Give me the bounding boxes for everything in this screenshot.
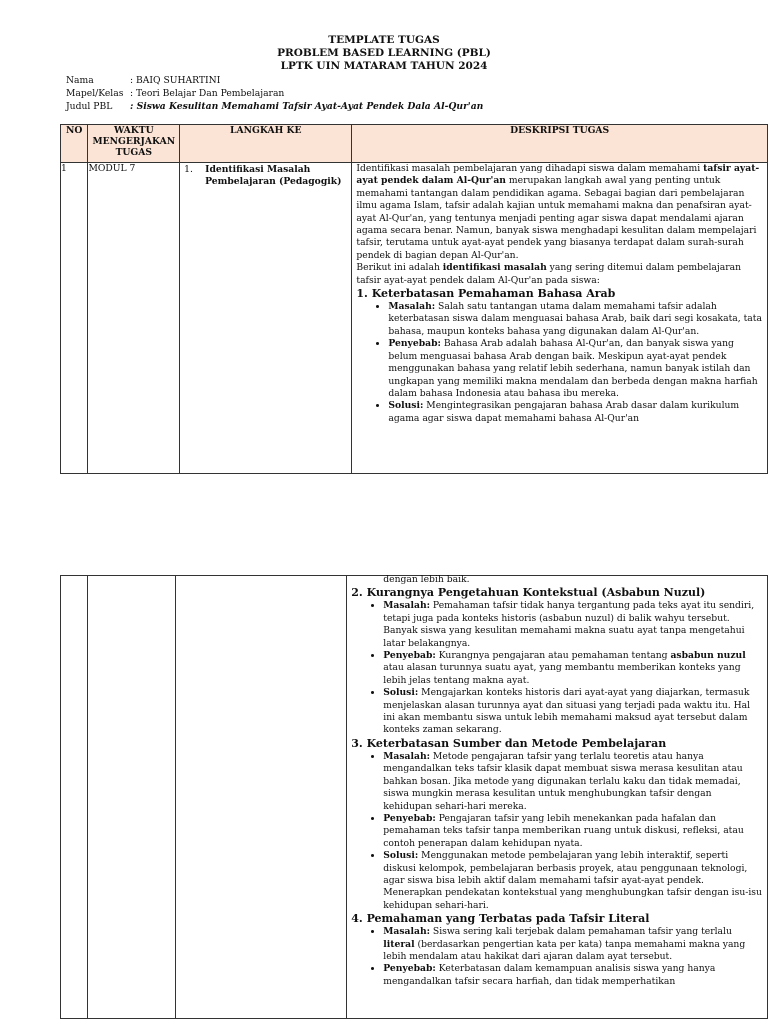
intro-2c: yang sering ditemui dalam pembelajaran tafsir ayat-ayat pendek dalam Al-Qur'an pada siswa: — [356, 262, 741, 286]
meta-judul-value: : Siswa Kesulitan Memahami Tafsir Ayat-Ayat Pendek Dala Al-Qur'an — [130, 101, 484, 112]
intro-1c: merupakan langkah awal yang penting untuk memahami tantangan dalam pendidikan agama. Sebagai bagian dari pembelajaran ilmu agama Islam, tafsir adalah kajian untuk memahami makna dan penafsiran ayat-ayat Al-Qur'an, yang tentunya menjadi penting agar siswa dapat mendalami ajaran agama secara benar. Namun, banyak siswa menghadapi kesulitan dalam mempelajari tafsir, terutama untuk ayat-ayat pendek yang biasanya terdapat dalam surah-surah pendek di bagian depan Al-Qur'an. — [356, 175, 757, 261]
section-1-list — [356, 301, 763, 425]
penyebab-text: Bahasa Arab adalah bahasa Al-Qur'an, dan banyak siswa yang belum menguasai bahasa Arab dengan baik. Meskipun ayat-ayat pendek menggunakan bahasa yang relatif lebih sederhana, namun banyak istilah dan ungkapan yang memiliki makna mendalam dan berbeda dengan makna harfiah dalam bahasa Indonesia atau bahasa ibu mereka. — [388, 338, 758, 399]
intro-1b: tafsir ayat-ayat pendek dalam Al-Qur'an — [356, 163, 760, 187]
deskripsi-part1 — [352, 163, 767, 472]
row-no-cont — [61, 576, 88, 1019]
meta-mapel — [66, 88, 284, 100]
section-heading-4: 4. Pemahaman yang Terbatas pada Tafsir Literal — [351, 912, 650, 926]
masalah-label: Masalah: — [388, 301, 436, 313]
list-item — [383, 926, 763, 963]
list-item — [383, 850, 763, 912]
masalah-text: Salah satu tantangan utama dalam memahami tafsir adalah keterbatasan siswa dalam menguasai bahasa Arab, baik dari segi kosakata, tata bahasa, maupun konteks bahasa yang digunakan dalam Al-Qur'an. — [388, 301, 762, 337]
penyebab-text-2: atau alasan turunnya suatu ayat, yang membantu memberikan konteks yang lebih jelas tentang makna ayat. — [383, 662, 741, 686]
section-4-list — [351, 926, 763, 988]
doc-title: TEMPLATE TUGAS — [328, 34, 440, 46]
doc-subtitle: PROBLEM BASED LEARNING (PBL) — [277, 47, 491, 59]
meta-judul-label: Judul PBL — [66, 101, 113, 112]
penyebab-text: Pengajaran tafsir yang lebih menekankan pada hafalan dan pemahaman teks tafsir tanpa memberikan ruang untuk diskusi, refleksi, atau contoh penerapan dalam kehidupan nyata. — [383, 812, 744, 849]
solusi-label: Solusi: — [388, 400, 424, 412]
meta-mapel-label: Mapel/Kelas — [66, 88, 124, 99]
masalah-text-2: (berdasarkan pengertian kata per kata) tanpa memahami makna yang lebih mendalam atau hakikat dari ajaran dalam ayat tersebut. — [383, 938, 746, 962]
intro-1a: Identifikasi masalah pembelajaran yang dihadapi siswa dalam memahami — [356, 163, 704, 174]
solusi-label: Solusi: — [383, 850, 419, 862]
list-item — [383, 751, 763, 813]
doc-institution: LPTK UIN MATARAM TAHUN 2024 — [280, 60, 488, 72]
list-item — [383, 650, 763, 687]
header-deskripsi: DESKRIPSI TUGAS — [352, 125, 768, 163]
masalah-label: Masalah: — [383, 750, 431, 762]
list-item — [383, 813, 763, 850]
masalah-bold: literal — [383, 938, 415, 950]
task-table-page2 — [60, 575, 768, 1019]
header-waktu: WAKTU MENGERJAKAN TUGAS — [88, 125, 180, 163]
header-no: NO — [61, 125, 88, 163]
list-item — [383, 687, 763, 737]
masalah-label: Masalah: — [383, 926, 431, 938]
list-item — [383, 600, 763, 650]
langkah-number: 1. — [184, 164, 193, 175]
task-table-page1 — [60, 124, 768, 474]
penyebab-text: Keterbatasan dalam kemampuan analisis siswa yang hanya mengandalkan tafsir secara harfiah, dan tidak memperhatikan — [383, 963, 716, 987]
intro-2a: Berikut ini adalah — [356, 262, 443, 274]
penyebab-label: Penyebab: — [388, 338, 441, 350]
langkah-text: Identifikasi Masalah Pembelajaran (Pedagogik) — [205, 164, 342, 188]
deskripsi-part2 — [347, 574, 767, 1015]
masalah-text: Siswa sering kali terjebak dalam pemahaman tafsir yang terlalu — [430, 926, 732, 938]
header-langkah: LANGKAH KE — [180, 125, 352, 163]
row-langkah — [180, 163, 352, 474]
solusi-text: Menggunakan metode pembelajaran yang lebih interaktif, seperti diskusi kelompok, pembelajaran berbasis proyek, atau penggunaan teknologi, agar siswa bisa lebih aktif dalam memahami tafsir ayat-ayat pendek. Menerapkan pendekatan kontekstual yang menghubungkan tafsir dengan isu-isu kehidupan sehari-hari. — [383, 850, 762, 911]
penyebab-label: Penyebab: — [383, 812, 436, 824]
table-header-row — [61, 125, 768, 163]
section-3-list — [351, 751, 763, 912]
table-row — [61, 163, 768, 474]
masalah-text: Pemahaman tafsir tidak hanya tergantung pada teks ayat itu sendiri, tetapi juga pada konteks historis (asbabun nuzul) di balik wahyu tersebut. Banyak siswa yang kesulitan memahami makna suatu ayat tanpa mengetahui latar belakangnya. — [383, 600, 755, 649]
row-deskripsi-cont — [347, 576, 768, 1019]
penyebab-bold: asbabun nuzul — [670, 650, 746, 662]
meta-nama-label: Nama — [66, 75, 94, 86]
row-waktu-cont — [88, 576, 176, 1019]
solusi-text: Mengintegrasikan pengajaran bahasa Arab dasar dalam kurikulum agama agar siswa dapat memahami bahasa Al-Qur'an — [388, 400, 740, 424]
section-2-list — [351, 600, 763, 736]
solusi-text: Mengajarkan konteks historis dari ayat-ayat yang diajarkan, termasuk menjelaskan alasan turunnya ayat dan situasi yang terjadi pada waktu itu. Hal ini akan membantu siswa untuk lebih memahami maksud ayat tersebut dalam konteks zaman sekarang. — [383, 687, 751, 736]
meta-nama-value: : BAIQ SUHARTINI — [130, 75, 221, 86]
intro-2b: identifikasi masalah — [442, 262, 547, 274]
masalah-label: Masalah: — [383, 600, 431, 612]
row-deskripsi — [352, 163, 768, 474]
meta-nama — [66, 75, 220, 87]
row-waktu: MODUL 7 — [88, 163, 180, 474]
intro-paragraph-1 — [356, 163, 763, 262]
solusi-continuation: dengan lebih baik. — [383, 574, 470, 585]
list-item — [388, 301, 763, 338]
row-no: 1 — [61, 163, 88, 474]
row-langkah-cont — [176, 576, 347, 1019]
solusi-label: Solusi: — [383, 687, 419, 699]
penyebab-label: Penyebab: — [383, 963, 436, 975]
table-row — [61, 576, 768, 1019]
meta-judul — [66, 101, 483, 113]
penyebab-label: Penyebab: — [383, 650, 436, 662]
masalah-text: Metode pengajaran tafsir yang terlalu teoretis atau hanya mengandalkan teks tafsir klasik dapat membuat siswa merasa kesulitan atau bahkan bosan. Jika metode yang digunakan terlalu kaku dan tidak memadai, siswa mungkin merasa kesulitan untuk menghubungkan tafsir dengan kehidupan sehari-hari mereka. — [383, 750, 743, 812]
section-heading-2: 2. Kurangnya Pengetahuan Kontekstual (Asbabun Nuzul) — [351, 586, 706, 600]
list-item — [388, 338, 763, 400]
penyebab-text: Kurangnya pengajaran atau pemahaman tentang — [435, 650, 671, 662]
list-item — [388, 400, 763, 425]
intro-paragraph-2 — [356, 262, 763, 287]
section-heading-3: 3. Keterbatasan Sumber dan Metode Pembelajaran — [351, 736, 667, 750]
section-heading-1: 1. Keterbatasan Pemahaman Bahasa Arab — [356, 287, 616, 301]
list-item — [383, 963, 763, 988]
meta-mapel-value: : Teori Belajar Dan Pembelajaran — [130, 88, 285, 99]
